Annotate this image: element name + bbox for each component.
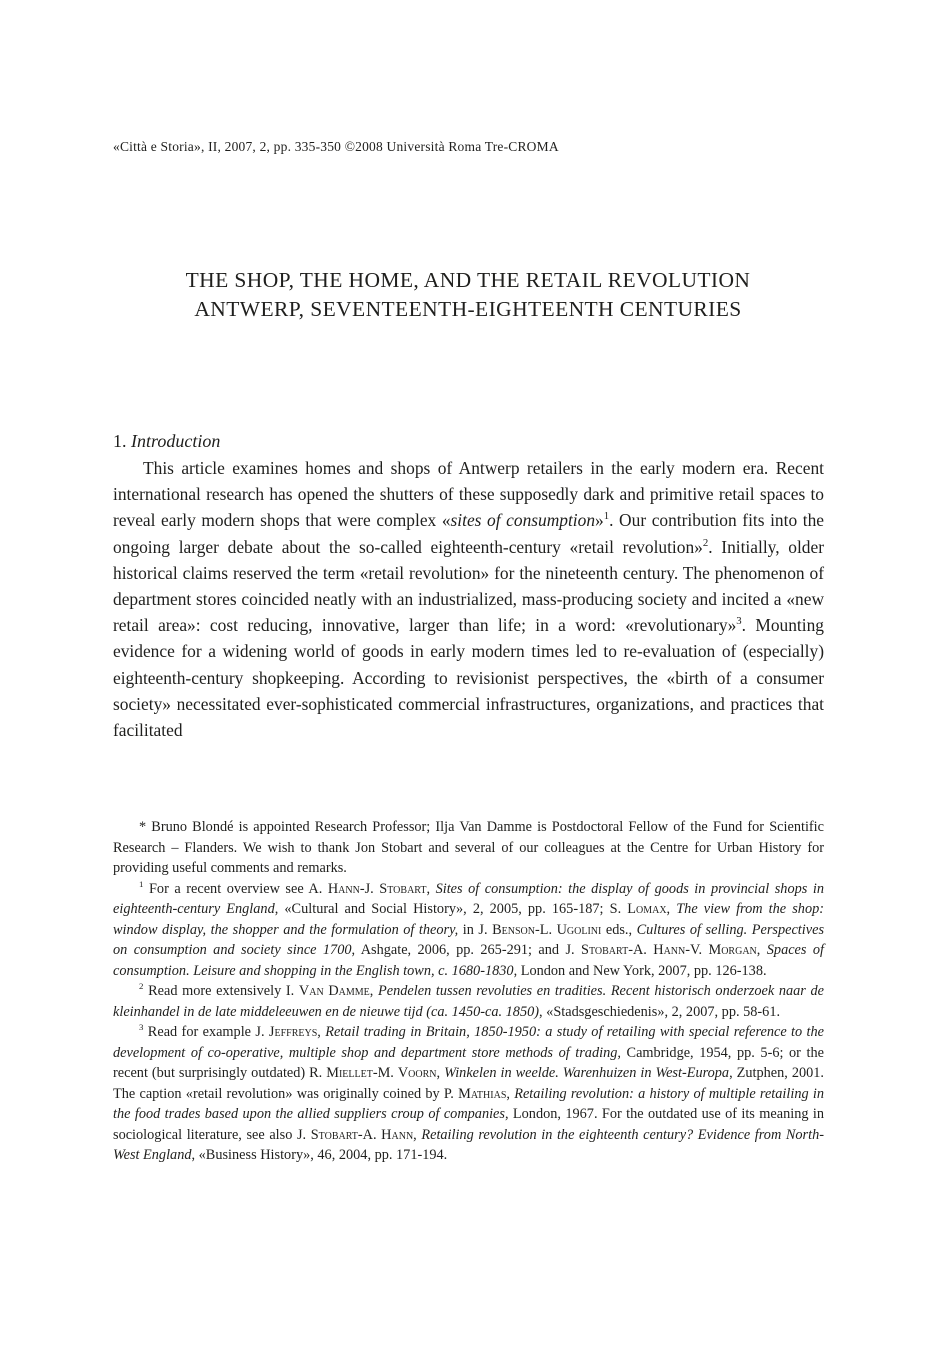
footnote-star: * Bruno Blondé is appointed Research Professor; Ilja Van Damme is Postdoctoral Fellow of the Fund for Scientific Research – Flanders. We wish to thank Jon Stobart and several of our colleagues at the Centre for Urban History for providing useful comments and remarks.: [113, 819, 824, 876]
journal-citation-header: «Città e Storia», II, 2007, 2, pp. 335-350 ©2008 Università Roma Tre-CROMA: [113, 139, 559, 154]
footnotes-block: [113, 817, 824, 1166]
footnote-2: $^2$ Read more extensively I. Van Damme, Pendelen tussen revoluties en tradities. Recent historisch onderzoek naar de kleinhandel in de late middeleeuwen en de nieuwe tijd (ca. 1450-ca. 1850), «Stadsgeschiedenis», 2, 2007, pp. 58-61.: [113, 981, 824, 1020]
paper-title-line1: THE SHOP, THE HOME, AND THE RETAIL REVOLUTION: [185, 268, 751, 292]
section-heading-introduction: 1. Introduction: [113, 431, 221, 451]
paper-title-line2: ANTWERP, SEVENTEENTH-EIGHTEENTH CENTURIES: [194, 297, 742, 321]
body-paragraph: This article examines homes and shops of Antwerp retailers in the early modern era. Recent international research has opened the shutters of these supposedly dark and primitive retail spaces to reveal early modern shops that were complex «sites of consumption»$^1$. Our contribution fits into the ongoing larger debate about the so-called eighteenth-century «retail revolution»$^2$. Initially, older historical claims reserved the term «retail revolution» for the nineteenth century. The phenomenon of department stores coincided neatly with an industrialized, mass-producing society and incited a «new retail area»: cost reducing, innovative, larger than life; in a word: «revolutionary»$^3$. Mounting evidence for a widening world of goods in early modern times led to re-evaluation of (especially) eighteenth-century shopkeeping. According to revisionist perspectives, the «birth of a consumer society» necessitated ever-sophisticated commercial infrastructures, organizations, and practices that facilitated: [113, 458, 824, 741]
footnote-3: $^3$ Read for example J. Jeffreys, Retail trading in Britain, 1850-1950: a study of retailing with special reference to the development of co-operative, multiple shop and department store methods of trading, Cambridge, 1954, pp. 5-6; or the recent (but surprisingly outdated) R. Miellet-M. Voorn, Winkelen in weelde. Warenhuizen in West-Europa, Zutphen, 2001. The caption «retail revolution» was originally coined by P. Mathias, Retailing revolution: a history of multiple retailing in the food trades based upon the allied suppliers croup of companies, London, 1967. For the outdated use of its meaning in sociological literature, see also J. Stobart-A. Hann, Retailing revolution in the eighteenth century? Evidence from North-West England, «Business History», 46, 2004, pp. 171-194.: [113, 1022, 825, 1163]
paper-title: [0, 266, 936, 324]
footnote-1: $^1$ For a recent overview see A. Hann-J. Stobart, Sites of consumption: the display of goods in provincial shops in eighteenth-century England, «Cultural and Social History», 2, 2005, pp. 165-187; S. Lomax, The view from the shop: window display, the shopper and the formulation of theory, in J. Benson-L. Ugolini eds., Cultures of selling. Perspectives on consumption and society since 1700, Ashgate, 2006, pp. 265-291; and J. Stobart-A. Hann-V. Morgan, Spaces of consumption. Leisure and shopping in the English town, c. 1680-1830, London and New York, 2007, pp. 126-138.: [113, 878, 825, 979]
